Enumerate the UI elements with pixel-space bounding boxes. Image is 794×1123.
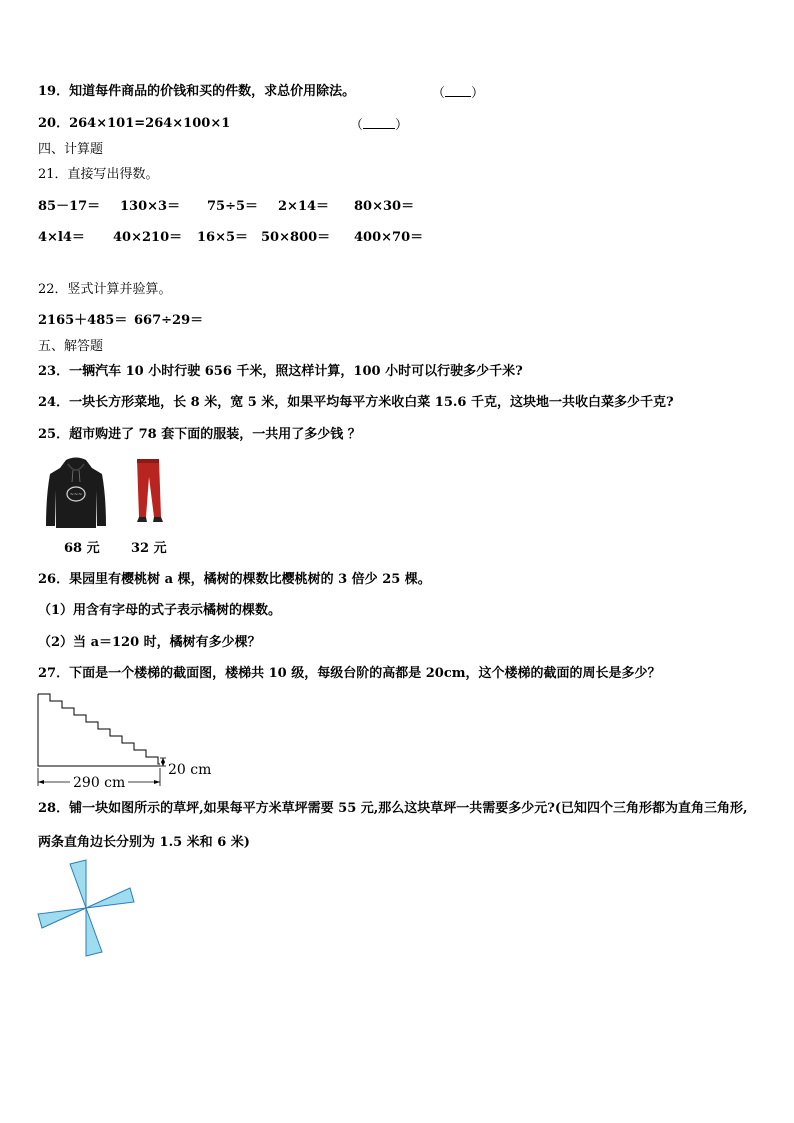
calc-item: 85－17＝ — [38, 199, 101, 214]
calc-item: 130×3＝ — [120, 199, 181, 214]
section-4-heading: 四、计算题 — [38, 142, 104, 157]
calc-item: 75÷5＝ — [207, 199, 259, 214]
question-26-part-2: （2）当 a＝120 时，橘树有多少棵？ — [38, 635, 261, 650]
staircase-height-label: 20 cm — [168, 762, 212, 778]
pinwheel-triangle — [86, 888, 134, 908]
question-26: 26．果园里有樱桃树 a 棵，橘树的棵数比樱桃树的 3 倍少 25 棵。 — [38, 572, 431, 587]
staircase-outline — [38, 694, 160, 766]
answer-blank-20[interactable]: （ ） — [350, 118, 409, 133]
staircase-width-label: 290 cm — [73, 775, 126, 791]
answer-blank-19[interactable]: （ ） — [432, 86, 485, 101]
question-26-part-1: （1）用含有字母的式子表示橘树的棵数。 — [38, 603, 282, 618]
calc-item: 667÷29＝ — [134, 313, 204, 328]
pinwheel-triangle — [38, 908, 86, 928]
question-24: 24．一块长方形菜地，长 8 米，宽 5 米，如果平均每平方米收白菜 15.6 千克，这块地一共收白菜多少千克? — [38, 395, 674, 410]
question-22: 22．竖式计算并验算。 — [38, 282, 172, 297]
pants-price: 32 元 — [131, 541, 167, 556]
question-25: 25．超市购进了 78 套下面的服装，一共用了多少钱 ？ — [38, 427, 361, 442]
svg-text:~~~: ~~~ — [69, 492, 83, 498]
pinwheel-diagram — [36, 860, 136, 960]
question-20: 20．264×101=264×100×1 — [38, 116, 231, 131]
pants-image — [133, 457, 165, 523]
question-27: 27．下面是一个楼梯的截面图，楼梯共 10 级，每级台阶的高都是 20cm，这个楼梯的截面的周长是多少？ — [38, 666, 661, 681]
calc-item: 40×210＝ — [113, 230, 183, 245]
question-21: 21．直接写出得数。 — [38, 167, 159, 182]
pinwheel-triangle — [86, 908, 102, 956]
question-28: 28．铺一块如图所示的草坪,如果每平方米草坪需要 55 元,那么这块草坪一共需要多少元?(已知四个三角形都为直角三角形,两条直角边长分别为 1.5 米和 6 米) — [38, 801, 748, 850]
section-5-heading: 五、解答题 — [38, 339, 104, 354]
hoodie-price: 68 元 — [64, 541, 100, 556]
question-19: 19．知道每件商品的价钱和买的件数，求总价用除法。 — [38, 84, 356, 99]
calc-item: 400×70＝ — [354, 230, 424, 245]
pinwheel-triangle — [70, 860, 86, 908]
calc-item: 4×l4＝ — [38, 230, 85, 245]
calc-item: 16×5＝ — [197, 230, 249, 245]
staircase-diagram — [36, 692, 226, 796]
calc-item: 2165＋485＝ — [38, 313, 128, 328]
calc-item: 80×30＝ — [354, 199, 415, 214]
calc-item: 50×800＝ — [261, 230, 331, 245]
calc-item: 2×14＝ — [278, 199, 330, 214]
question-23: 23．一辆汽车 10 小时行驶 656 千米，照这样计算，100 小时可以行驶多少千米? — [38, 364, 523, 379]
hoodie-image — [44, 456, 108, 530]
